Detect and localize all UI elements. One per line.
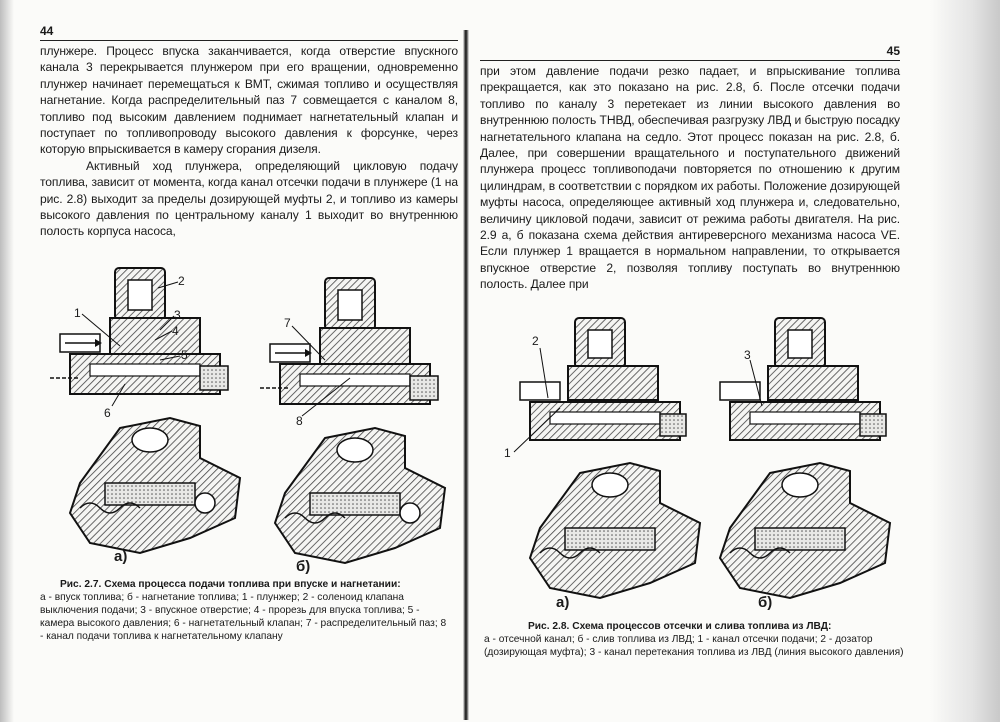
book-gutter — [463, 30, 469, 720]
figure-2-7-caption-title: Рис. 2.7. Схема процесса подачи топлива при впуске и нагнетании: — [60, 579, 401, 590]
right-body-text — [480, 63, 900, 293]
cutaway-2-8-b — [720, 463, 890, 598]
right-page — [480, 44, 900, 293]
left-page-number: 44 — [40, 24, 54, 38]
callout-4: 4 — [172, 324, 179, 338]
schematic-2-8-b-top — [720, 318, 886, 440]
panel-label-b: б) — [296, 558, 311, 575]
callout-1: 1 — [74, 306, 81, 320]
right-header-rule — [480, 60, 900, 61]
callout-2-8-3: 3 — [744, 348, 751, 362]
figure-2-8-drawing — [500, 318, 890, 618]
schematic-b-top — [260, 278, 438, 404]
cutaway-b — [275, 428, 445, 563]
callout-2: 2 — [178, 274, 185, 288]
figure-2-8-caption-text: а - отсечной канал; б - слив топлива из ЛВД; 1 - канал отсечки подачи; 2 - дозатор (дозирующая муфта); 3 - канал перетекания топлива из ЛВД (линия высокого давления) — [484, 634, 904, 658]
right-paragraph-1: при этом давление подачи резко падает, и впрыскивание топлива прекращается, как это показано на рис. 2.8, б. После отсечки подачи топливо по каналу 3 перетекает из линии высокого давления во внутреннюю полость ТНВД, обеспечивая разгрузку ЛВД и быструю посадку нагнетательного клапана на седло. Этот процесс показан на рис. 2.8, б. Далее, при совершении вращательного и поступательного движений плунжера процесс топливоподачи повторяется по отношению к другим цилиндрам, в соответствии с порядком их работы. Положение дозирующей муфты насоса, определяющее активный ход плунжера и, следовательно, величину цикловой подачи, зависит от режима работы двигателя. На рис. 2.9 а, б показана схема действия антиреверсного механизма насоса VE. Если плунжер 1 вращается в нормальном направлении, то открывается впускное отверстие 2, позволяя топливу поступать во внутреннюю полость. Далее при — [480, 64, 900, 292]
schematic-a-top — [50, 268, 228, 394]
callout-6: 6 — [104, 406, 111, 420]
callout-7: 7 — [284, 316, 291, 330]
figure-2-7-caption-text: а - впуск топлива; б - нагнетание топлива; 1 - плунжер; 2 - соленоид клапана выключения подачи; 3 - впускное отверстие; 4 - прорезь для впуска топлива; 5 - камера высокого давления; 6 - нагнетательный клапан; 7 - распределительный паз; 8 - канал подачи топлива к нагнетательному клапану — [40, 592, 447, 642]
left-header-rule — [40, 40, 458, 41]
panel-2-8-label-a: а) — [556, 594, 570, 611]
figure-2-7-drawing — [50, 268, 450, 578]
callout-8: 8 — [296, 414, 303, 428]
right-page-number: 45 — [886, 44, 900, 58]
left-paragraph-2: Активный ход плунжера, определяющий цикловую подачу топлива, зависит от момента, когда канал отсечки подачи в плунжере (1 на рис. 2.8) выходит за пределы дозирующей муфты 2, и топливо из камеры высокого давления по центральному каналу 1 выходит во внутреннюю полость корпуса насоса, — [40, 158, 458, 239]
cutaway-a — [70, 418, 240, 553]
callout-3: 3 — [174, 308, 181, 322]
panel-label-a: а) — [114, 548, 128, 565]
figure-2-8-caption-title: Рис. 2.8. Схема процессов отсечки и слива топлива из ЛВД: — [528, 621, 832, 632]
figure-2-7 — [50, 268, 450, 578]
figure-2-8-caption — [484, 620, 904, 659]
page-edge-left — [0, 0, 14, 722]
callout-5: 5 — [181, 348, 188, 362]
callout-2-8-1: 1 — [504, 446, 511, 460]
cutaway-2-8-a — [530, 463, 700, 598]
panel-2-8-label-b: б) — [758, 594, 773, 611]
left-paragraph-1: плунжере. Процесс впуска заканчивается, когда отверстие впускного канала 3 перекрывается плунжером при его вращении, одновременно плунжер начинает перемещаться к ВМТ, сжимая топливо и осуществляя нагнетание. Когда распределительный паз 7 совмещается с каналом 8, топливо под высоким давлением поднимает нагнетательный клапан и поступает по топливопроводу высокого давления к форсунке, через которую впрыскивается в камеру сгорания дизеля. — [40, 44, 458, 157]
left-body-text — [40, 43, 458, 240]
figure-2-7-caption — [40, 578, 452, 643]
figure-2-8 — [500, 318, 890, 618]
left-page — [40, 24, 458, 240]
page-edge-right — [930, 0, 1000, 722]
callout-2-8-2: 2 — [532, 334, 539, 348]
